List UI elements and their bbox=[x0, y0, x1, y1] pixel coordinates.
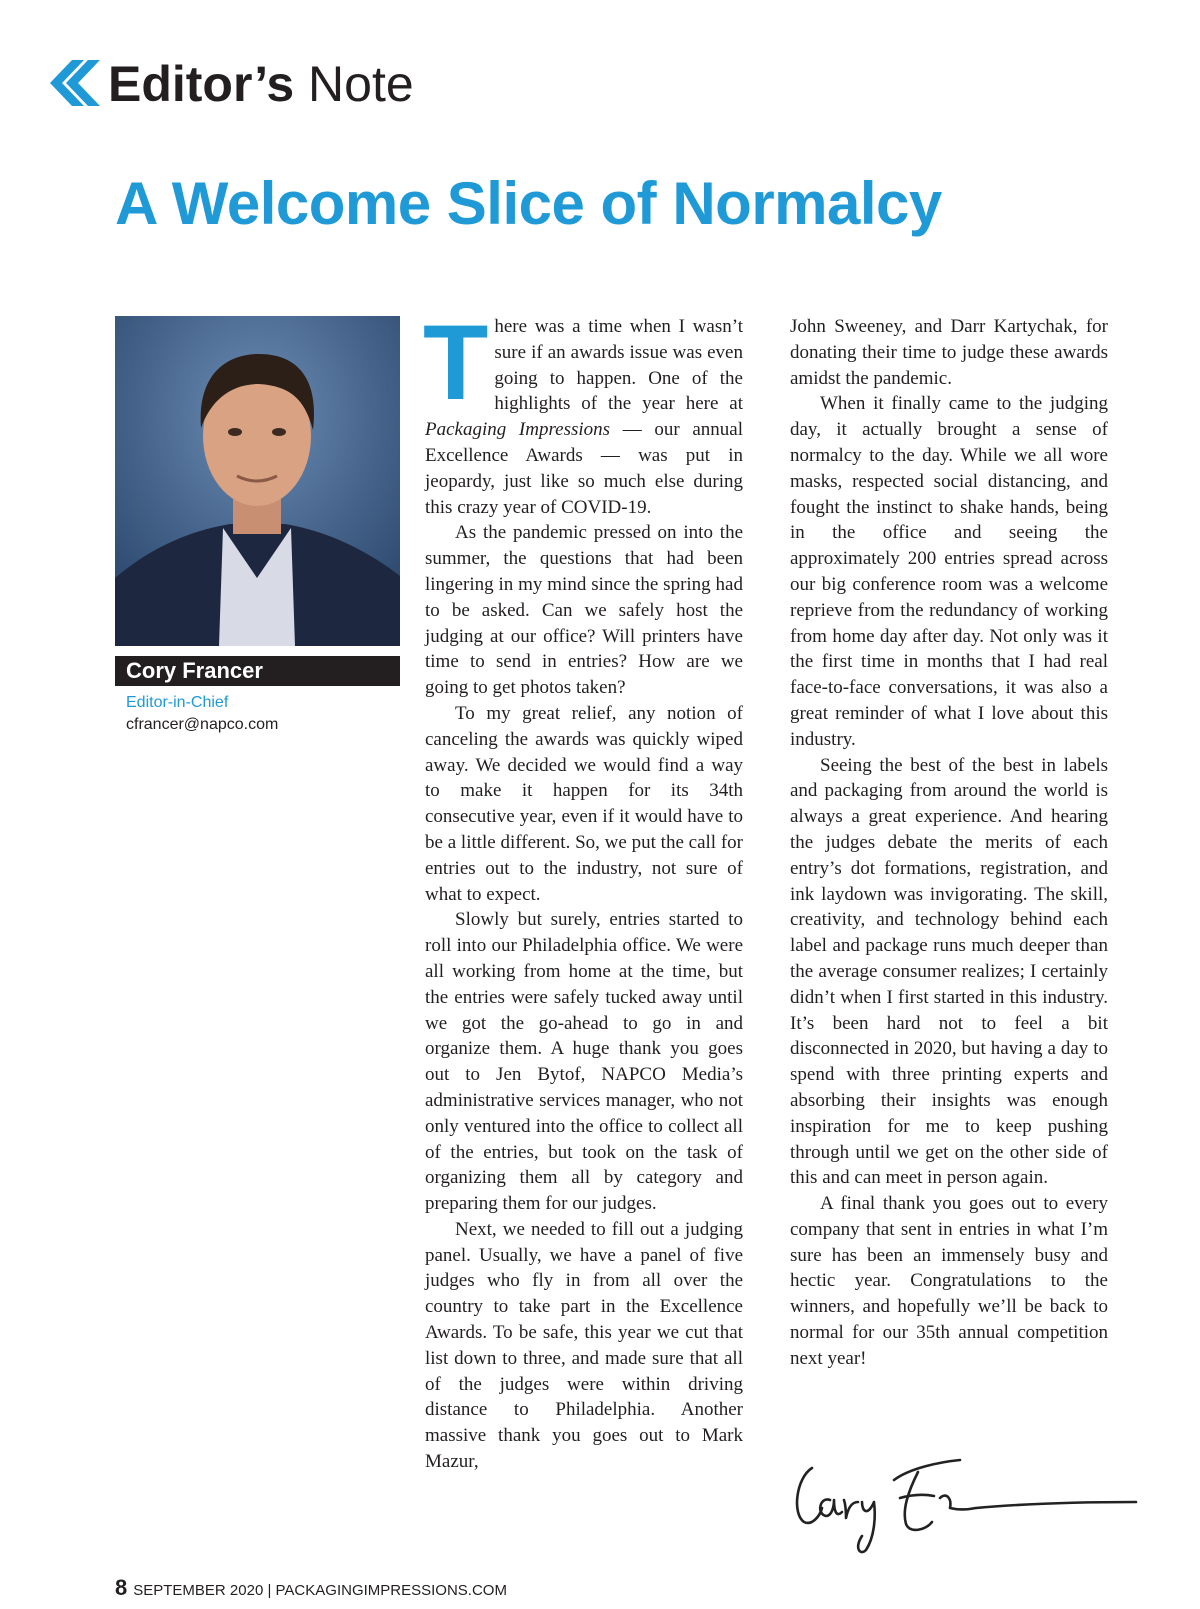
paragraph-text: here was a time when I wasn’t sure if an awards issue was even going to happen. One of the highlights of the year here at bbox=[494, 316, 743, 415]
article-paragraph: Seeing the best of the best in labels and packaging from around the world is always a great experience. And hearing the judges debate the merits of each entry’s dot formations, registration, and ink laydown was invigorating. The skill, creativity, and technology behind each label and package runs much deeper than the average consumer realizes; I certainly didn’t when I first started in this industry. It’s been hard not to feel a bit disconnected in 2020, but having a day to spend with three printing experts and absorbing their insights was enough inspiration for me to keep pushing through until we get on the other side of this and can meet in person again. bbox=[790, 754, 1108, 1189]
author-email: cfrancer@napco.com bbox=[126, 716, 279, 733]
author-signature bbox=[790, 1452, 1140, 1562]
section-title-bold: Editor’s bbox=[108, 56, 295, 112]
article-headline: A Welcome Slice of Normalcy bbox=[115, 170, 942, 237]
author-role: Editor-in-Chief bbox=[126, 694, 229, 711]
footer-text: SEPTEMBER 2020 | PACKAGINGIMPRESSIONS.COM bbox=[133, 1582, 507, 1599]
author-name: Cory Francer bbox=[115, 656, 400, 686]
page-footer bbox=[115, 1576, 507, 1603]
author-photo bbox=[115, 316, 400, 646]
article-paragraph: As the pandemic pressed on into the summer, the questions that had been lingering in my mind since the spring had to be asked. Can we safely host the judging at our office? Will printers have time to send in entries? How are we going to get photos taken? bbox=[425, 522, 743, 699]
article-column-2 bbox=[790, 314, 1108, 1372]
paragraph-text: — our annual Excellence Awards — was put in jeopardy, just like so much else during this crazy year of COVID-19. bbox=[425, 419, 743, 518]
article-paragraph: A final thank you goes out to every company that sent in entries in what I’m sure has been an immensely busy and hectic year. Congratulations to the winners, and hopefully we’ll be back to normal for our 35th annual competition next year! bbox=[790, 1193, 1108, 1369]
article-paragraph: When it finally came to the judging day, it actually brought a sense of normalcy to the day. While we all wore masks, respected social distancing, and fought the instinct to shake hands, being in the office and seeing the approximately 200 entries spread across our big conference room was a welcome reprieve from the redundancy of working from home day after day. Not only was it the first time in months that I had real face-to-face conversations, it was also a great reminder of what I love about this industry. bbox=[790, 393, 1108, 750]
article-paragraph: Slowly but surely, entries started to roll into our Philadelphia office. We were all working from home at the time, but the entries were safely tucked away until we got the go-ahead to go in and organize them. A huge thank you goes out to Jen Bytof, NAPCO Media’s administrative services manager, who not only ventured into the office to collect all of the entries, but took on the task of organizing them all by category and preparing them for our judges. bbox=[425, 909, 743, 1215]
drop-cap: T bbox=[423, 302, 489, 422]
article-paragraph: John Sweeney, and Darr Kartychak, for donating their time to judge these awards amidst the pandemic. bbox=[790, 316, 1108, 389]
page-number: 8 bbox=[115, 1575, 128, 1600]
article-paragraph: Next, we needed to fill out a judging panel. Usually, we have a panel of five judges who fly in from all over the country to take part in the Excellence Awards. To be safe, this year we cut that list down to three, and made sure that all of the judges were within driving distance to Philadelphia. Another massive thank you goes out to Mark Mazur, bbox=[425, 1218, 743, 1473]
section-title bbox=[108, 54, 414, 114]
double-chevron-left-icon bbox=[46, 60, 102, 106]
section-title-rest: Note bbox=[294, 56, 414, 112]
article-paragraph bbox=[423, 302, 743, 520]
article-column-1 bbox=[423, 302, 743, 1475]
article-paragraph: To my great relief, any notion of canceling the awards was quickly wiped away. We decided we would find a way to make it happen for its 34th consecutive year, even if it would have to be a little different. So, we put the call for entries out to the industry, not sure of what to expect. bbox=[425, 702, 743, 905]
publication-name: Packaging Impressions bbox=[425, 419, 611, 441]
